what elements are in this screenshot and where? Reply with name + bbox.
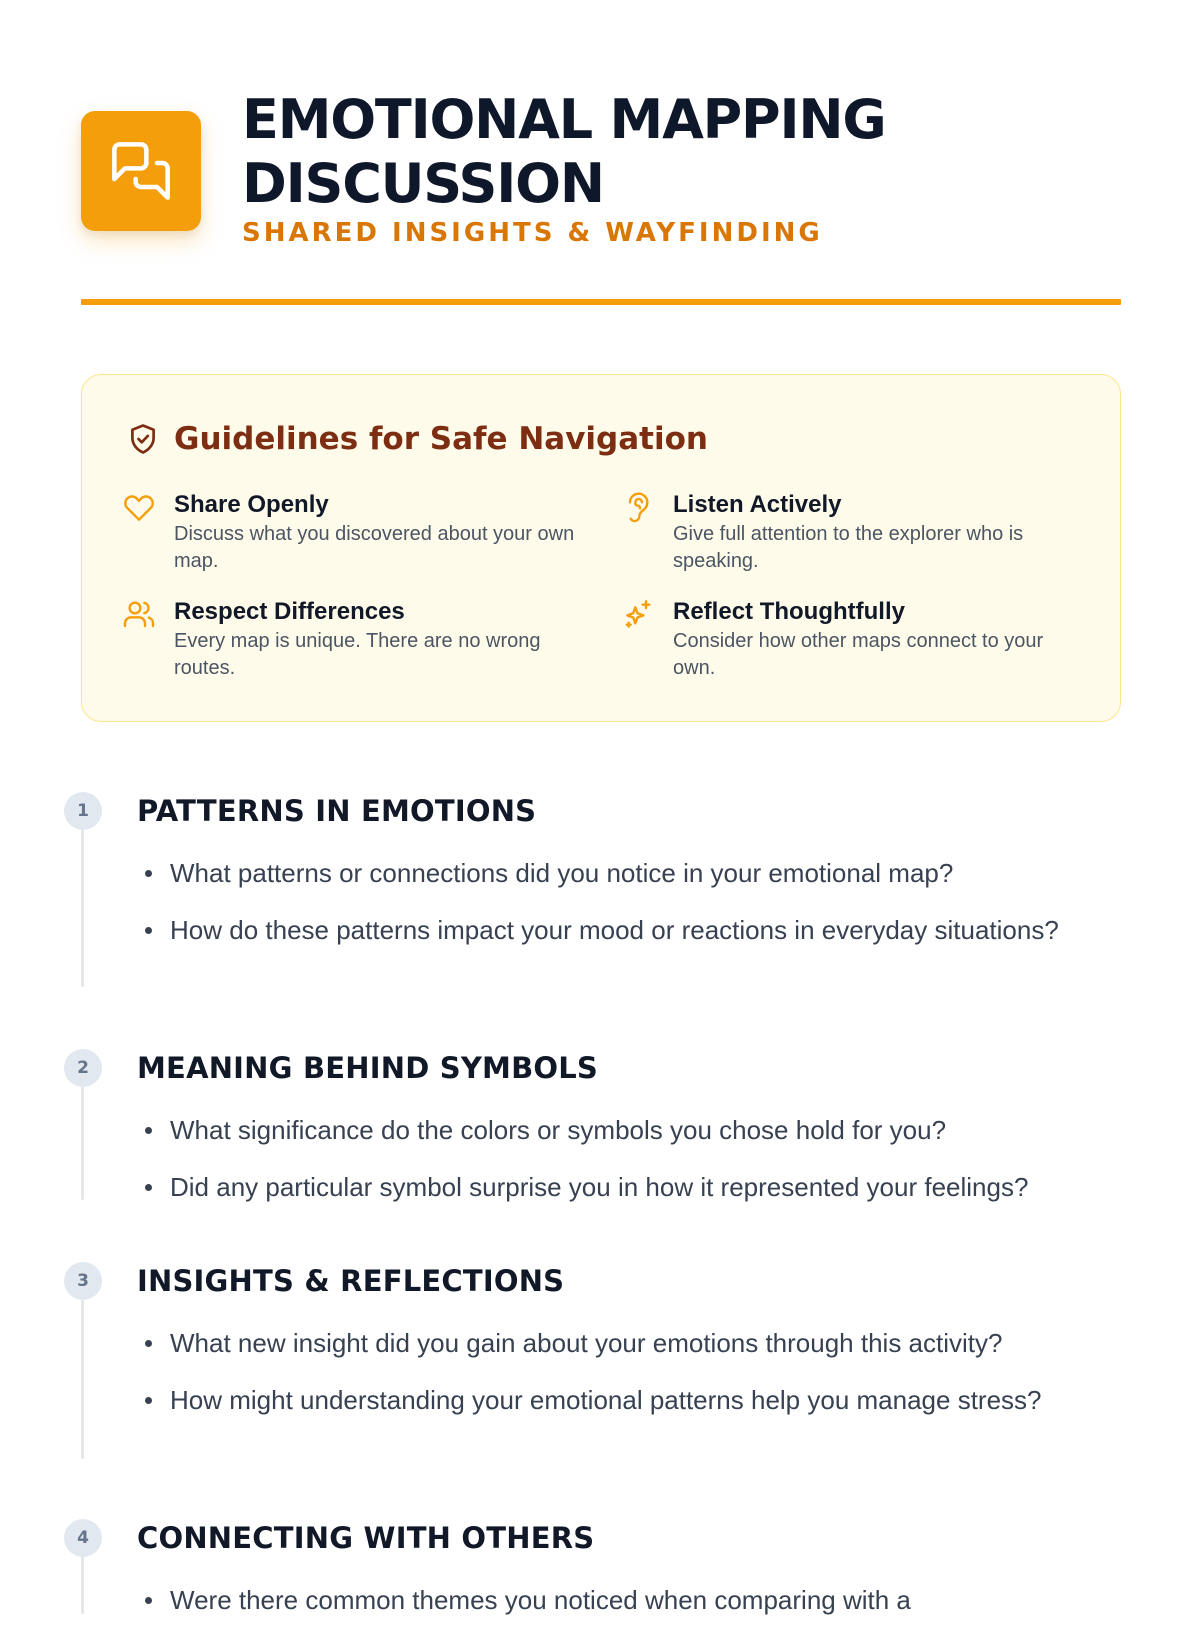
question-list — [137, 852, 1112, 966]
section-title: MEANING BEHIND SYMBOLS — [137, 1051, 599, 1085]
page-header — [81, 88, 1121, 268]
timeline-line — [81, 1554, 84, 1614]
heart-icon — [123, 491, 155, 523]
guideline-listen-actively — [621, 490, 1082, 575]
guideline-respect-differences — [122, 597, 621, 682]
question-list — [137, 1109, 1112, 1223]
guideline-share-openly — [122, 490, 621, 575]
timeline-line — [81, 1084, 84, 1200]
logo-tile — [81, 111, 201, 231]
ear-icon — [622, 491, 654, 523]
question-list — [137, 1322, 1112, 1436]
section-number: 2 — [64, 1049, 102, 1087]
guideline-description: Discuss what you discovered about your own map. — [174, 523, 575, 572]
question-item: How might understanding your emotional patterns help you manage stress? — [137, 1379, 1112, 1422]
section-title: PATTERNS IN EMOTIONS — [137, 794, 537, 828]
guidelines-header — [126, 421, 708, 457]
guideline-description: Consider how other maps connect to your own. — [673, 630, 1044, 679]
users-icon — [123, 598, 155, 630]
question-item: Were there common themes you noticed when comparing with a — [137, 1579, 1112, 1622]
guidelines-title: Guidelines for Safe Navigation — [174, 421, 708, 457]
guideline-title: Respect Differences — [174, 598, 405, 625]
question-item: What patterns or connections did you notice in your emotional map? — [137, 852, 1112, 895]
question-item: What new insight did you gain about your emotions through this activity? — [137, 1322, 1112, 1365]
guideline-reflect-thoughtfully — [621, 597, 1082, 682]
question-item: Did any particular symbol surprise you in how it represented your feelings? — [137, 1166, 1112, 1209]
sparkles-icon — [622, 598, 654, 630]
timeline-line — [81, 827, 84, 987]
guidelines-card — [81, 374, 1121, 722]
section-title: INSIGHTS & REFLECTIONS — [137, 1264, 565, 1298]
guideline-description: Every map is unique. There are no wrong routes. — [174, 630, 541, 679]
header-divider — [81, 299, 1121, 305]
section-number: 4 — [64, 1519, 102, 1557]
question-list — [137, 1579, 1112, 1636]
guideline-title: Share Openly — [174, 491, 329, 518]
section-title: CONNECTING WITH OTHERS — [137, 1521, 595, 1555]
section-number: 3 — [64, 1262, 102, 1300]
section-number: 1 — [64, 792, 102, 830]
shield-check-icon — [126, 422, 160, 456]
chat-bubbles-icon — [109, 139, 173, 203]
page-subtitle: SHARED INSIGHTS & WAYFINDING — [242, 218, 823, 248]
guideline-title: Reflect Thoughtfully — [673, 598, 905, 625]
question-item: What significance do the colors or symbols you chose hold for you? — [137, 1109, 1112, 1152]
question-item: How do these patterns impact your mood or reactions in everyday situations? — [137, 909, 1112, 952]
guideline-description: Give full attention to the explorer who is speaking. — [673, 523, 1024, 572]
timeline-line — [81, 1297, 84, 1459]
guideline-title: Listen Actively — [673, 491, 842, 518]
page-title: EMOTIONAL MAPPING DISCUSSION — [242, 88, 886, 215]
guidelines-grid — [122, 490, 1082, 682]
